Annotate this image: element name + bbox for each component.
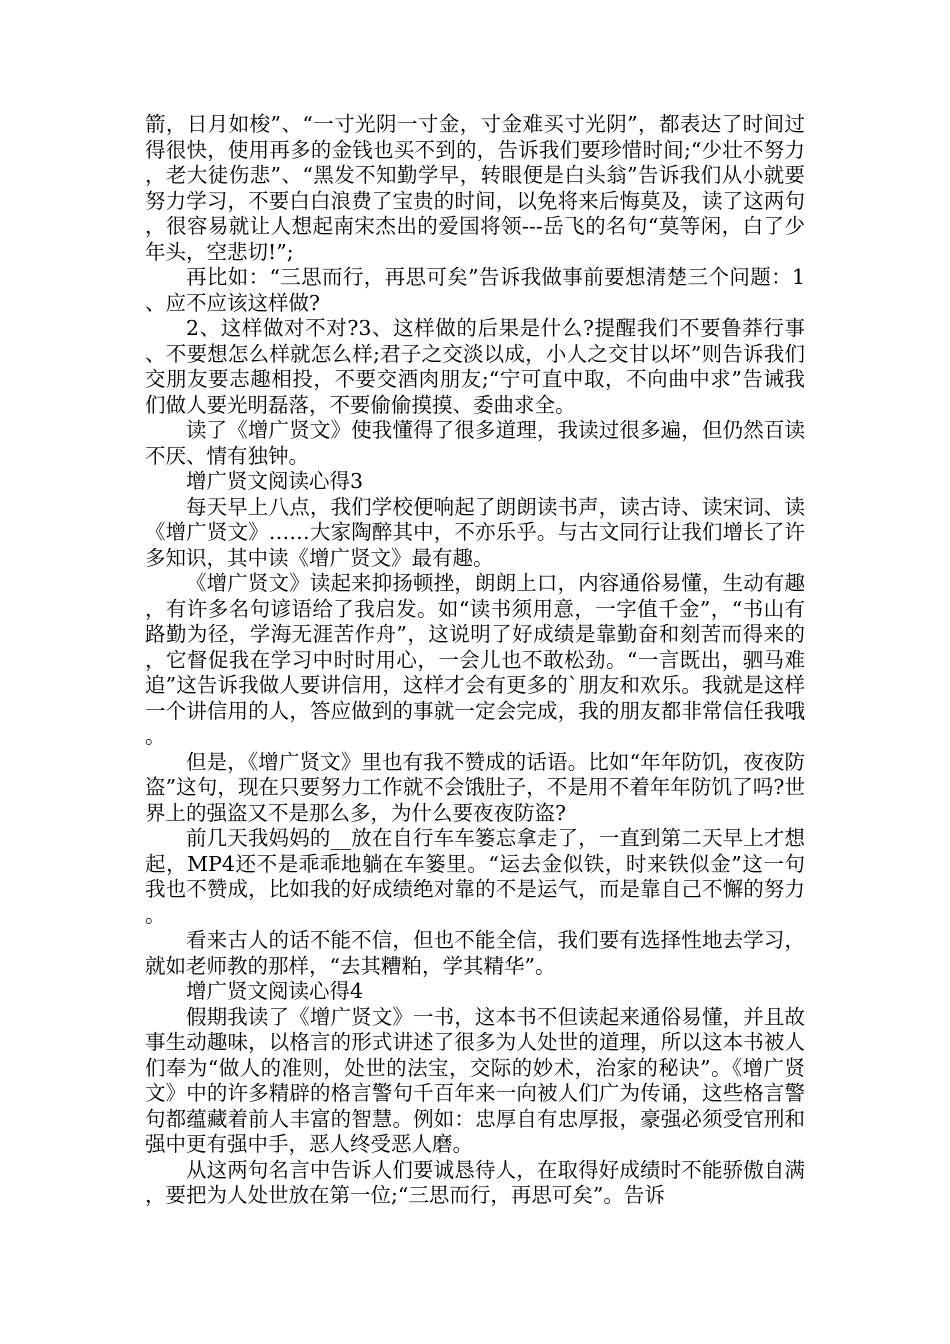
document-body — [145, 112, 805, 1209]
paragraph-3: 2、这样做对不对?3、这样做的后果是什么?提醒我们不要鲁莽行事、不要想怎么样就怎么样;君子之交淡以成，小人之交甘以坏”则告诉我们交朋友要志趣相投，不要交酒肉朋友;“宁可直中取，不向曲中求”告诫我们做人要光明磊落，不要偷偷摸摸、委曲求全。 — [145, 316, 805, 417]
paragraph-6: 《增广贤文》读起来抑扬顿挫，朗朗上口，内容通俗易懂，生动有趣，有许多名句谚语给了我启发。如“读书须用意，一字值千金”，“书山有路勤为径，学海无涯苦作舟”，这说明了好成绩是靠勤奋和刻苦而得来的，它督促我在学习中时时用心，一会儿也不敢松劲。“一言既出，驷马难追”这告诉我做人要讲信用，这样才会有更多的`朋友和欢乐。我就是这样一个讲信用的人，答应做到的事就一定会完成，我的朋友都非常信任我哦。 — [145, 571, 805, 748]
paragraph-5: 每天早上八点，我们学校便响起了朗朗读书声，读古诗、读宋词、读《增广贤文》……大家陶醉其中，不亦乐乎。与古文同行让我们增长了许多知识，其中读《增广贤文》最有趣。 — [145, 494, 805, 570]
paragraph-2: 再比如：“三思而行，再思可矣”告诉我做事前要想清楚三个问题：1、应不应该这样做? — [145, 265, 805, 315]
paragraph-7: 但是，《增广贤文》里也有我不赞成的话语。比如“年年防饥，夜夜防盗”这句，现在只要努力工作就不会饿肚子，不是用不着年年防饥了吗?世界上的强盗又不是那么多，为什么要夜夜防盗? — [145, 749, 805, 825]
paragraph-10: 假期我读了《增广贤文》一书，这本书不但读起来通俗易懂，并且故事生动趣味，以格言的形式讲述了很多为人处世的道理，所以这本书被人们奉为“做人的准则，处世的法宝，交际的妙术，治家的秘诀”。《增广贤文》中的许多精辟的格言警句千百年来一向被人们广为传诵，这些格言警句都蕴藏着前人丰富的智慧。例如：忠厚自有忠厚报，豪强必须受官刑和强中更有强中手，恶人终受恶人磨。 — [145, 1004, 805, 1156]
paragraph-4: 读了《增广贤文》使我懂得了很多道理，我读过很多遍，但仍然百读不厌、情有独钟。 — [145, 418, 805, 468]
paragraph-1: 箭，日月如梭”、“一寸光阴一寸金，寸金难买寸光阴”，都表达了时间过得很快，使用再多的金钱也买不到的，告诉我们要珍惜时间;“少壮不努力，老大徒伤悲”、“黑发不知勤学早，转眼便是白头翁”告诉我们从小就要努力学习，不要白白浪费了宝贵的时间，以免将来后悔莫及，读了这两句，很容易就让人想起南宋杰出的爱国将领---岳飞的名句“莫等闲，白了少年头，空悲切!”; — [145, 112, 805, 264]
paragraph-8: 前几天我妈妈的__放在自行车车篓忘拿走了，一直到第二天早上才想起，MP4还不是乖乖地躺在车篓里。“运去金似铁，时来铁似金”这一句我也不赞成，比如我的好成绩绝对靠的不是运气，而是靠自己不懈的努力。 — [145, 826, 805, 927]
section-heading-3: 增广贤文阅读心得3 — [186, 469, 364, 493]
paragraph-9: 看来古人的话不能不信，但也不能全信，我们要有选择性地去学习，就如老师教的那样，“去其糟粕，学其精华”。 — [145, 928, 805, 978]
section-heading-4: 增广贤文阅读心得4 — [186, 979, 364, 1003]
paragraph-11: 从这两句名言中告诉人们要诚恳待人，在取得好成绩时不能骄傲自满，要把为人处世放在第一位;“三思而行，再思可矣”。告诉 — [145, 1157, 805, 1207]
